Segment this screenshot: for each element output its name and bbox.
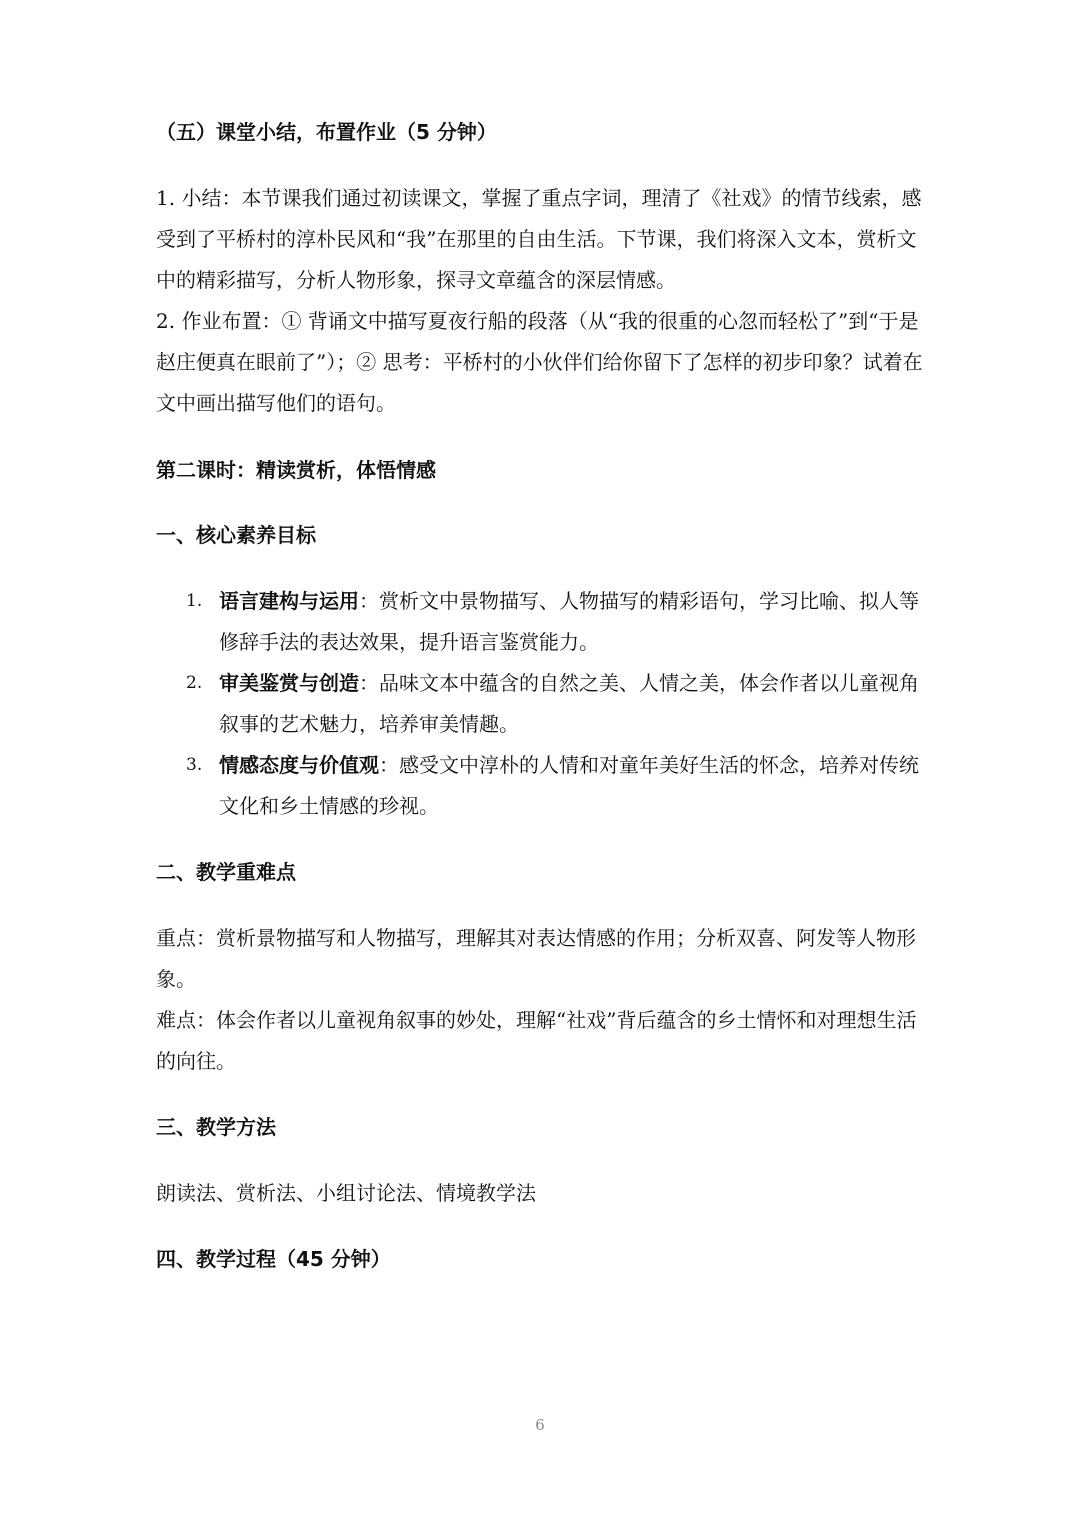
goal-text: ：赏析文中景物描写、人物描写的精彩语句，学习比喻、拟人等修辞手法的表达效果，提升语言鉴赏能力。	[219, 589, 919, 654]
methods-heading: 三、教学方法	[156, 1115, 276, 1139]
goal-item	[186, 581, 926, 663]
methods-text: 朗读法、赏析法、小组讨论法、情境教学法	[156, 1181, 536, 1205]
summary-and-homework	[156, 178, 936, 424]
goal-number: 3.	[186, 755, 203, 775]
summary-paragraph: 1. 小结：本节课我们通过初读课文，掌握了重点字词，理清了《社戏》的情节线索，感受到了平桥村的淳朴民风和“我”在那里的自由生活。下节课，我们将深入文本，赏析文中的精彩描写，分析人物形象，探寻文章蕴含的深层情感。	[156, 186, 922, 292]
goal-item	[186, 745, 926, 827]
goal-label: 审美鉴赏与创造	[219, 671, 359, 695]
goal-label: 语言建构与运用	[219, 589, 359, 613]
homework-paragraph: 2. 作业布置：① 背诵文中描写夏夜行船的段落（从“我的很重的心忽而轻松了”到“于是赵庄便真在眼前了”）；② 思考：平桥村的小伙伴们给你留下了怎样的初步印象？试着在文中画出描写他们的语句。	[156, 309, 923, 415]
goals-list	[186, 581, 926, 827]
goal-number: 1.	[186, 591, 203, 611]
page-number: 6	[535, 1416, 545, 1434]
key-points	[156, 918, 936, 1082]
goal-number: 2.	[186, 673, 203, 693]
section-heading-summary-homework: （五）课堂小结，布置作业（5 分钟）	[156, 120, 497, 144]
difficult-point-paragraph: 难点：体会作者以儿童视角叙事的妙处，理解“社戏”背后蕴含的乡土情怀和对理想生活的向往。	[156, 1008, 917, 1073]
goal-text: ：感受文中淳朴的人情和对童年美好生活的怀念，培养对传统文化和乡土情感的珍视。	[219, 753, 919, 818]
goals-heading: 一、核心素养目标	[156, 523, 316, 547]
key-points-heading: 二、教学重难点	[156, 860, 296, 884]
goal-text: ：品味文本中蕴含的自然之美、人情之美，体会作者以儿童视角叙事的艺术魅力，培养审美情趣。	[219, 671, 919, 736]
goal-label: 情感态度与价值观	[219, 753, 379, 777]
process-heading: 四、教学过程（45 分钟）	[156, 1247, 391, 1271]
goal-item	[186, 663, 926, 745]
lesson-title: 第二课时：精读赏析，体悟情感	[156, 458, 436, 482]
key-point-paragraph: 重点：赏析景物描写和人物描写，理解其对表达情感的作用；分析双喜、阿发等人物形象。	[156, 926, 916, 991]
